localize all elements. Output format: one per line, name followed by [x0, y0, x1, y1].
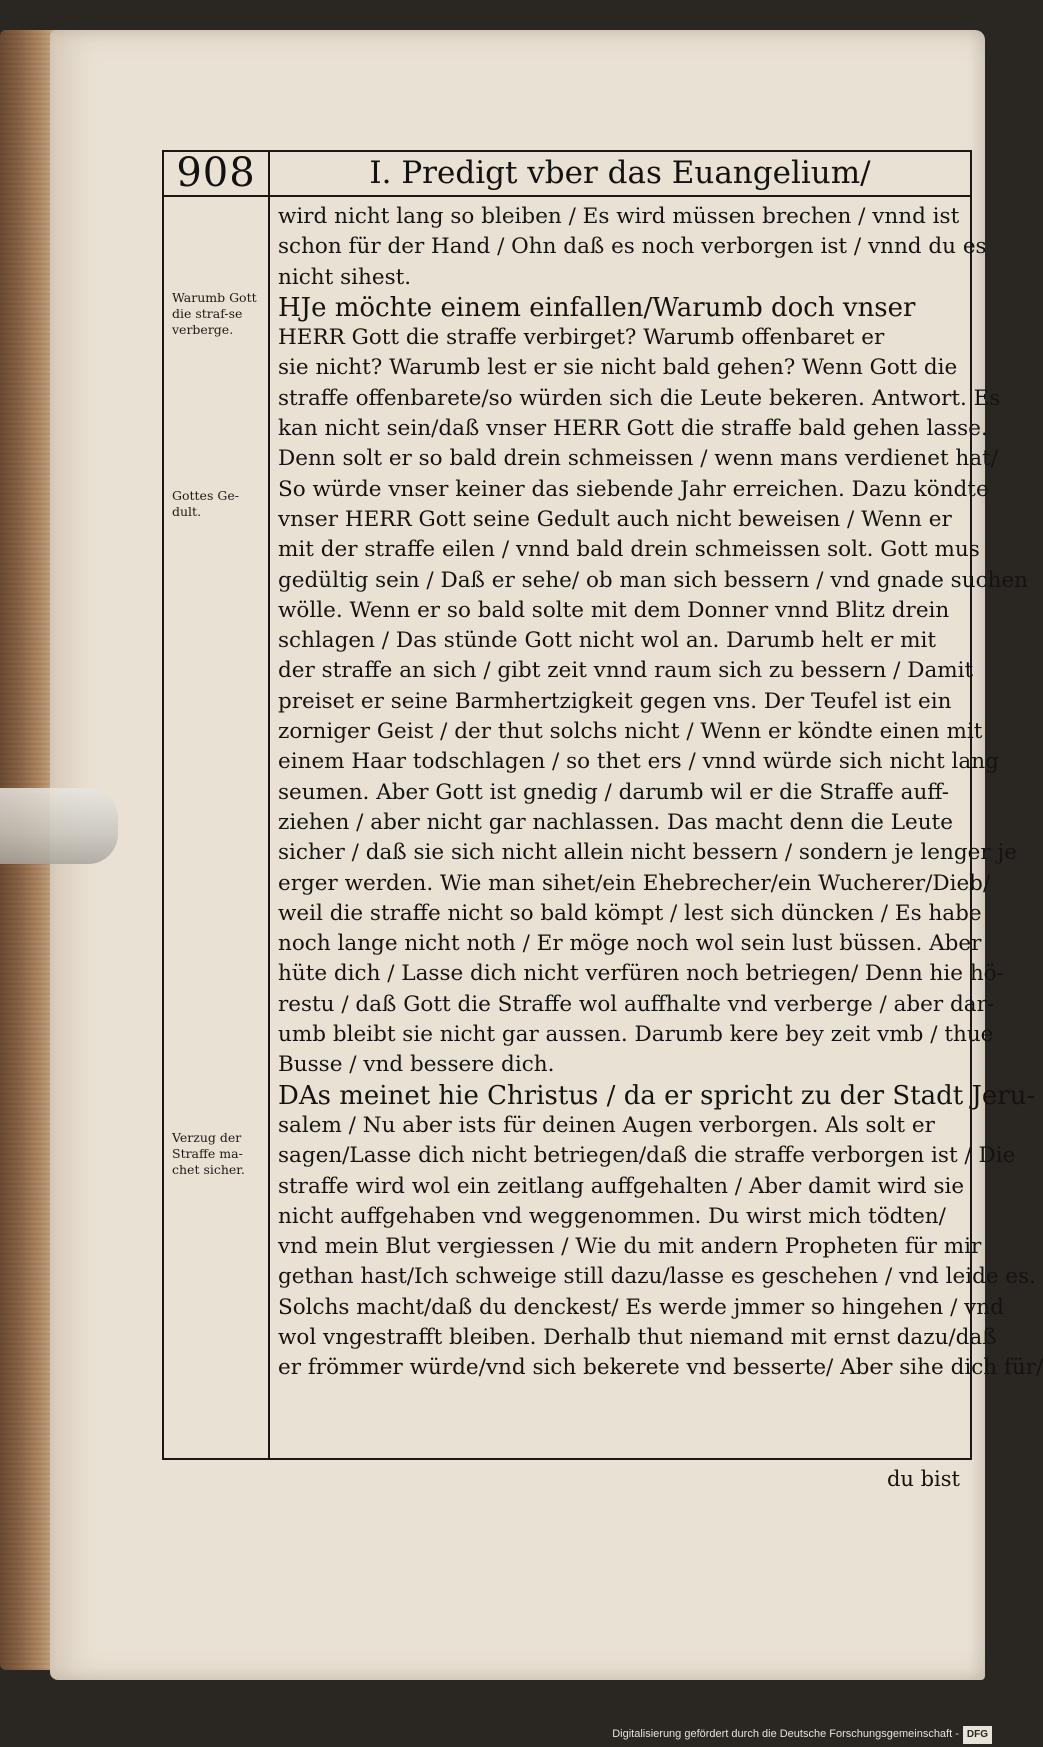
body-text — [278, 202, 1043, 1422]
text-line: straffe wird wol ein zeitlang auffgehalten / Aber damit wird sie — [278, 1173, 965, 1199]
text-line: noch lange nicht noth / Er möge noch wol sein lust büssen. Aber — [278, 931, 982, 957]
paragraph-opening-line: DAs meinet hie Christus / da er spricht zu der Stadt Jeru- — [278, 1080, 1036, 1111]
text-line: straffe offenbarete/so würden sich die Leute bekeren. Antwort. Es — [278, 385, 1001, 411]
text-line: wird nicht lang so bleiben / Es wird müssen brechen / vnnd ist — [278, 204, 960, 229]
text-line: schlagen / Das stünde Gott nicht wol an. Darumb helt er mit — [278, 628, 937, 654]
text-line: HERR Gott die straffe verbirget? Warumb offenbaret er — [278, 325, 885, 351]
page-clip — [0, 788, 118, 864]
text-line: salem / Nu aber ists für deinen Augen verborgen. Als solt er — [278, 1112, 935, 1138]
text-line: weil die straffe nicht so bald kömpt / lest sich düncken / Es habe — [278, 900, 982, 926]
text-line: kan nicht sein/daß vnser HERR Gott die straffe bald gehen lasse. — [278, 416, 988, 442]
text-line: preiset er seine Barmhertzigkeit gegen vns. Der Teufel ist ein — [278, 688, 952, 714]
running-head: I. Predigt vber das Euangelium/ — [369, 155, 871, 191]
page-number: 908 — [176, 150, 256, 196]
text-line: einem Haar todschlagen / so thet ers / vnnd würde sich nicht lang — [278, 749, 999, 775]
text-line: Solchs macht/daß du denckest/ Es werde jmmer so hingehen / vnd — [278, 1294, 1004, 1320]
text-line: gethan hast/Ich schweige still dazu/lasse es geschehen / vnd leide es. — [278, 1264, 1037, 1290]
margin-note: Gottes Ge-dult. — [172, 488, 239, 519]
credit-text: Digitalisierung gefördert durch die Deutsche Forschungsgemeinschaft - — [612, 1728, 959, 1740]
text-line: sie nicht? Warumb lest er sie nicht bald gehen? Wenn Gott die — [278, 355, 958, 381]
text-line: er frömmer würde/vnd sich bekerete vnd besserte/ Aber sihe dich für/ — [278, 1355, 1043, 1381]
text-line: ziehen / aber nicht gar nachlassen. Das macht denn die Leute — [278, 809, 953, 835]
text-line: sagen/Lasse dich nicht betriegen/daß die straffe verborgen ist / Die — [278, 1143, 1016, 1169]
text-line: zorniger Geist / der thut solchs nicht / Wenn er köndte einen mit — [278, 719, 983, 745]
text-line: sicher / daß sie sich nicht allein nicht bessern / sondern je lenger je — [278, 840, 1017, 866]
text-line: wol vngestrafft bleiben. Derhalb thut niemand mit ernst dazu/daß — [278, 1324, 997, 1350]
header-rule — [162, 195, 972, 197]
dfg-logo-badge: DFG — [963, 1726, 992, 1744]
text-line: vnser HERR Gott seine Gedult auch nicht beweisen / Wenn er — [278, 506, 952, 532]
margin-note: Verzug der Straffe ma-chet sicher. — [172, 1130, 245, 1177]
text-line: gedültig sein / Daß er sehe/ ob man sich bessern / vnd gnade suchen — [278, 567, 1029, 593]
paragraph-opening-line: HJe möchte einem einfallen/Warumb doch vnser — [278, 292, 916, 323]
text-line: restu / daß Gott die Straffe wol auffhalte vnd verberge / aber dar- — [278, 991, 995, 1017]
text-line: erger werden. Wie man sihet/ein Ehebrecher/ein Wucherer/Dieb/ — [278, 870, 991, 896]
text-line: mit der straffe eilen / vnnd bald drein schmeissen solt. Gott mus — [278, 537, 980, 563]
text-line: So würde vnser keiner das siebende Jahr erreichen. Dazu köndte — [278, 476, 989, 502]
text-line: seumen. Aber Gott ist gnedig / darumb wil er die Straffe auff- — [278, 779, 950, 805]
text-line: nicht sihest. — [278, 264, 412, 290]
digitization-credit — [612, 1725, 992, 1743]
text-line: nicht auffgehaben vnd weggenommen. Du wirst mich tödten/ — [278, 1203, 946, 1229]
text-line: Busse / vnd bessere dich. — [278, 1052, 555, 1078]
margin-notes — [168, 200, 264, 1450]
text-line: vnd mein Blut vergiessen / Wie du mit andern Propheten für mir — [278, 1234, 982, 1260]
margin-column-divider — [268, 150, 270, 1460]
text-line: umb bleibt sie nicht gar aussen. Darumb kere bey zeit vmb / thue — [278, 1022, 994, 1048]
text-line: wölle. Wenn er so bald solte mit dem Donner vnnd Blitz drein — [278, 597, 950, 623]
catchword: du bist — [886, 1467, 960, 1491]
text-line: Denn solt er so bald drein schmeissen / wenn mans verdienet hat/ — [278, 446, 998, 472]
text-line: schon für der Hand / Ohn daß es noch verborgen ist / vnnd du es — [278, 234, 987, 260]
text-line: der straffe an sich / gibt zeit vnnd raum sich zu bessern / Damit — [278, 658, 974, 684]
text-line: hüte dich / Lasse dich nicht verfüren noch betriegen/ Denn hie hö- — [278, 961, 1004, 987]
margin-note: Warumb Gott die straf-se verberge. — [172, 290, 257, 337]
